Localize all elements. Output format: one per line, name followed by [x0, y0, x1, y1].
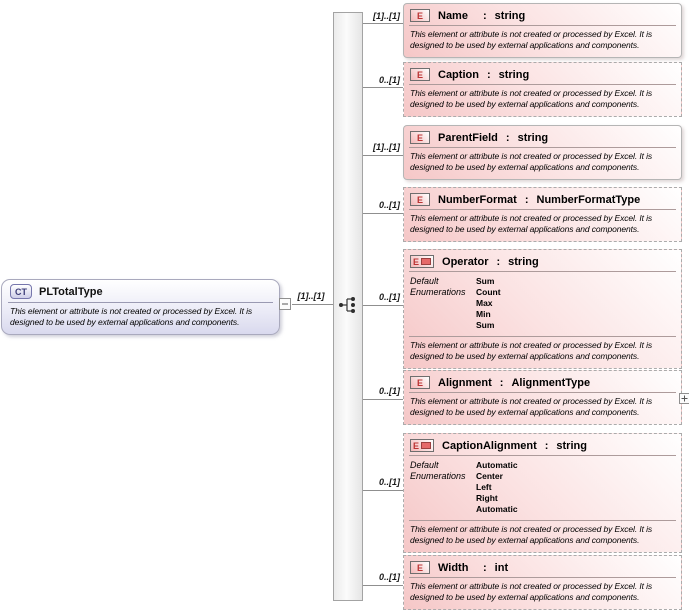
- connector-line: [363, 305, 403, 306]
- complex-type-title: PLTotalType: [39, 285, 103, 298]
- connector-line: [292, 304, 333, 305]
- element-box-parentfield[interactable]: [403, 125, 682, 180]
- connector-line: [363, 585, 403, 586]
- element-icon: E: [410, 561, 430, 574]
- type-separator: :: [505, 131, 510, 144]
- connector-line: [363, 399, 403, 400]
- enum-dash-icon: [421, 442, 431, 449]
- element-box-operator[interactable]: [403, 249, 682, 369]
- type-separator: :: [499, 376, 504, 389]
- connector-line: [363, 213, 403, 214]
- collapse-button[interactable]: [279, 298, 291, 310]
- element-box-captionalignment[interactable]: [403, 433, 682, 553]
- complex-type-box-pltotaltype[interactable]: [1, 279, 280, 335]
- element-box-width[interactable]: [403, 555, 682, 610]
- facet-default-value: Sum: [476, 276, 495, 286]
- enum-value: Right: [476, 493, 498, 503]
- cardinality-label: 0..[1]: [378, 572, 400, 582]
- expand-button[interactable]: [679, 393, 689, 404]
- element-type: string: [508, 255, 539, 268]
- element-box-alignment[interactable]: [403, 370, 682, 425]
- connector-line: [363, 23, 403, 24]
- type-separator: :: [483, 561, 487, 574]
- facet-default-label: Default: [410, 276, 439, 286]
- connector-line: [363, 87, 403, 88]
- complex-type-annotation: This element or attribute is not created or processed by Excel. It is designed to be used by external applications and components.: [10, 306, 253, 328]
- type-separator: :: [496, 255, 501, 268]
- element-annotation: This element or attribute is not created or processed by Excel. It is designed to be used by external applications and components.: [410, 340, 653, 362]
- element-name: NumberFormat: [438, 193, 517, 206]
- enum-value: Min: [476, 309, 491, 319]
- minus-icon: [280, 299, 290, 309]
- facet-enumerations-label: Enumerations: [410, 287, 466, 297]
- enum-dash-icon: [421, 258, 431, 265]
- element-annotation: This element or attribute is not created or processed by Excel. It is designed to be used by external applications and components.: [410, 524, 653, 546]
- sequence-icon: [337, 294, 359, 316]
- element-name: ParentField: [438, 131, 498, 144]
- element-enum-icon: E: [410, 255, 434, 268]
- cardinality-label: [1]..[1]: [373, 142, 400, 152]
- element-type: string: [556, 439, 587, 452]
- element-type: string: [498, 68, 530, 81]
- facets-section: [404, 456, 681, 520]
- element-name: Operator: [442, 255, 489, 268]
- plus-icon: [680, 394, 689, 403]
- element-name: CaptionAlignment: [442, 439, 537, 452]
- element-annotation: This element or attribute is not created or processed by Excel. It is designed to be used by external applications and components.: [410, 88, 653, 110]
- element-type: string: [494, 9, 526, 22]
- element-annotation: This element or attribute is not created or processed by Excel. It is designed to be used by external applications and components.: [410, 151, 653, 173]
- element-icon: E: [410, 376, 430, 389]
- cardinality-label: [1]..[1]: [297, 291, 325, 301]
- cardinality-label: [1]..[1]: [373, 11, 400, 21]
- type-separator: :: [483, 9, 487, 22]
- element-box-numberformat[interactable]: [403, 187, 682, 242]
- enum-value: Sum: [476, 320, 495, 330]
- element-icon: E: [410, 68, 430, 81]
- element-name: Alignment: [438, 376, 492, 389]
- facet-default-value: Automatic: [476, 460, 518, 470]
- element-type: NumberFormatType: [536, 193, 641, 206]
- enum-value: Count: [476, 287, 501, 297]
- enum-value: Center: [476, 471, 503, 481]
- type-separator: :: [544, 439, 549, 452]
- element-icon: E: [410, 9, 430, 22]
- type-separator: :: [524, 193, 529, 206]
- cardinality-label: 0..[1]: [378, 200, 400, 210]
- facet-enumerations-label: Enumerations: [410, 471, 466, 481]
- element-annotation: This element or attribute is not created or processed by Excel. It is designed to be used by external applications and components.: [410, 581, 653, 603]
- enum-value: Left: [476, 482, 492, 492]
- enum-value: Max: [476, 298, 493, 308]
- connector-line: [363, 155, 403, 156]
- complex-type-header: [2, 280, 279, 301]
- complex-type-icon: CT: [10, 284, 32, 299]
- facet-default-label: Default: [410, 460, 439, 470]
- element-annotation: This element or attribute is not created or processed by Excel. It is designed to be used by external applications and components.: [410, 213, 653, 235]
- enum-value: Automatic: [476, 504, 518, 514]
- element-box-name[interactable]: [403, 3, 682, 58]
- element-box-caption[interactable]: [403, 62, 682, 117]
- type-separator: :: [486, 68, 491, 81]
- element-type: AlignmentType: [511, 376, 591, 389]
- element-type: string: [517, 131, 549, 144]
- element-icon: E: [410, 193, 430, 206]
- cardinality-label: 0..[1]: [378, 386, 400, 396]
- element-name: Name: [438, 9, 468, 22]
- element-type: int: [494, 561, 509, 574]
- element-annotation: This element or attribute is not created or processed by Excel. It is designed to be used by external applications and components.: [410, 29, 653, 51]
- element-icon: E: [410, 131, 430, 144]
- cardinality-label: 0..[1]: [378, 292, 400, 302]
- element-annotation: This element or attribute is not created or processed by Excel. It is designed to be used by external applications and components.: [410, 396, 653, 418]
- facets-section: [404, 272, 681, 336]
- element-enum-icon: E: [410, 439, 434, 452]
- element-name: Caption: [438, 68, 479, 81]
- cardinality-label: 0..[1]: [378, 477, 400, 487]
- connector-line: [363, 490, 403, 491]
- element-name: Width: [438, 561, 469, 574]
- cardinality-label: 0..[1]: [378, 75, 400, 85]
